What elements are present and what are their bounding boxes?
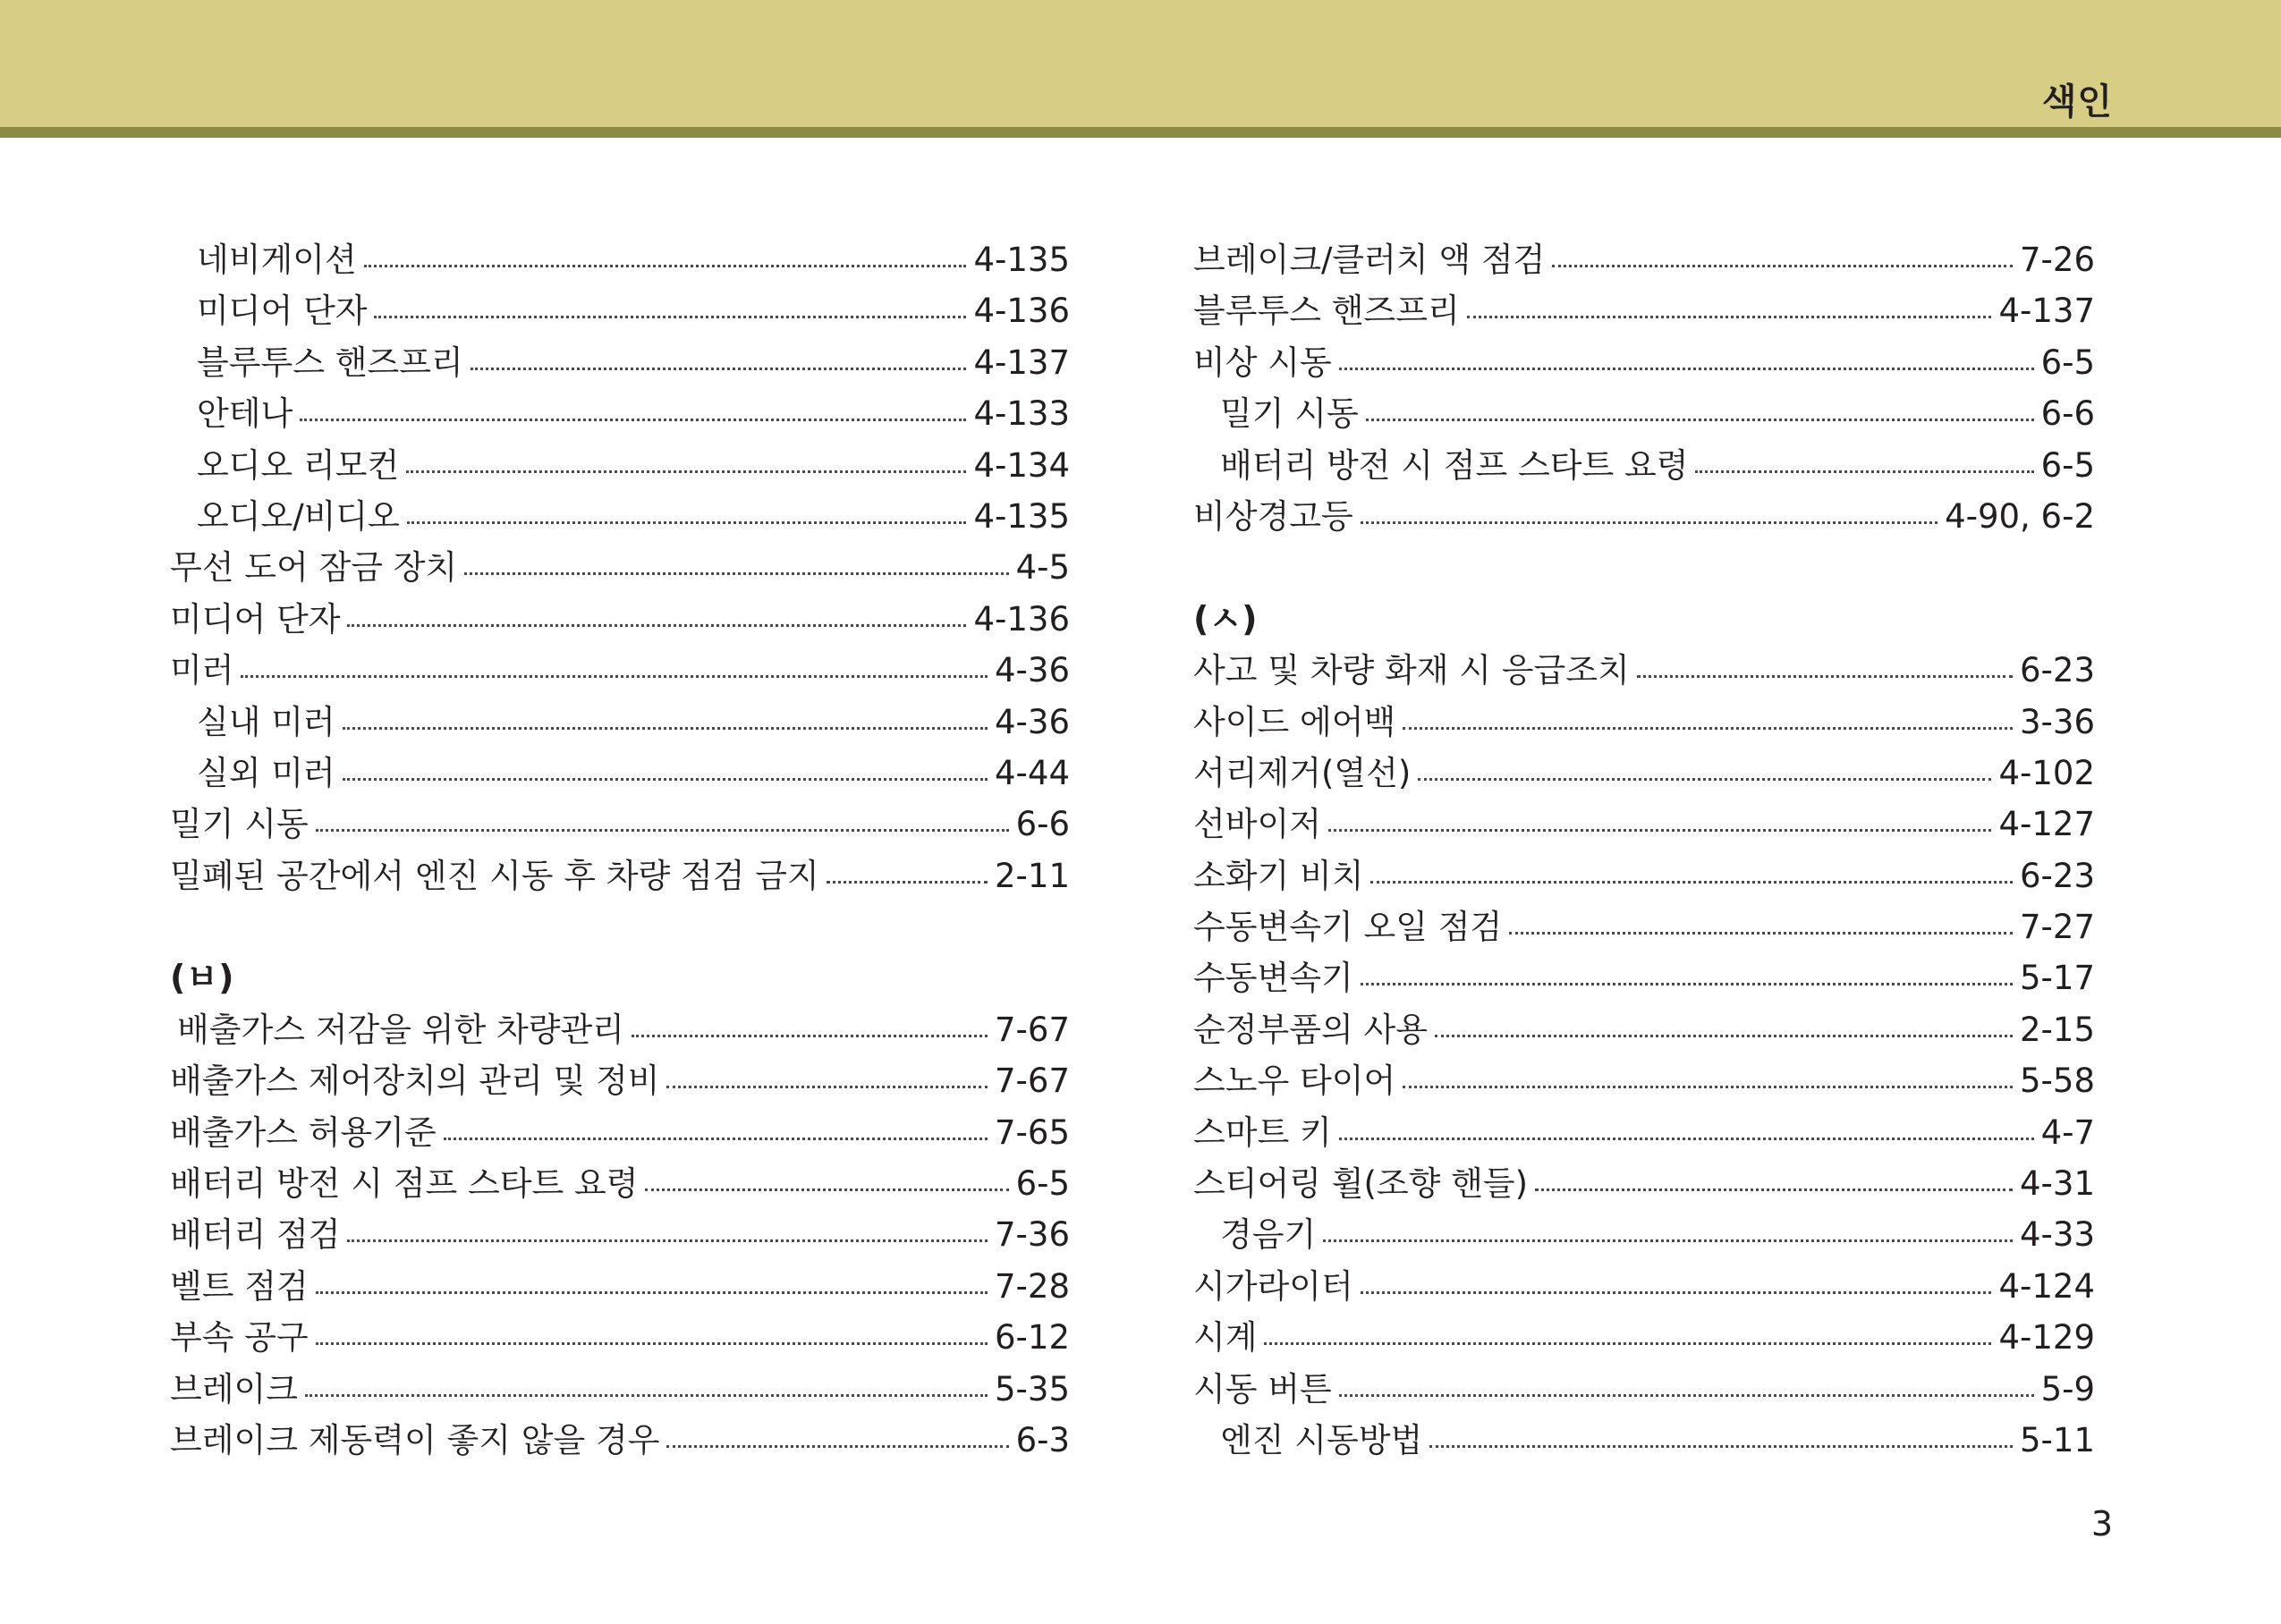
dot-leader (1429, 1445, 2013, 1448)
index-entry (1193, 1364, 2095, 1415)
dot-leader (1403, 727, 2013, 730)
index-page-ref: 6-12 (995, 1318, 1070, 1358)
index-entry (1193, 1107, 2095, 1158)
index-page-ref: 7-27 (2020, 908, 2095, 947)
index-term: 배터리 방전 시 점프 스타트 요령 (1220, 445, 1689, 485)
index-subentry (170, 491, 1070, 542)
index-subentry (1193, 440, 2095, 491)
index-term: 안테나 (197, 394, 293, 434)
index-term: 시동 버튼 (1193, 1369, 1332, 1408)
index-subentry (1193, 1415, 2095, 1466)
dot-leader (1435, 1035, 2013, 1037)
dot-leader (1535, 1188, 2013, 1191)
dot-leader (666, 1445, 1008, 1448)
index-entry (1193, 645, 2095, 696)
index-entry (1193, 1055, 2095, 1106)
index-page-ref: 6-6 (1015, 805, 1070, 844)
index-page-ref: 4-102 (1998, 753, 2095, 792)
index-page-ref: 4-36 (995, 651, 1070, 690)
index-page-ref: 4-124 (1998, 1266, 2095, 1306)
index-page-ref: 7-36 (995, 1215, 1070, 1255)
index-page-ref: 4-129 (1998, 1318, 2095, 1358)
index-page-ref: 6-5 (2040, 445, 2095, 485)
index-term: 스마트 키 (1193, 1112, 1332, 1152)
index-column-right (1193, 234, 2095, 1466)
dot-leader (374, 316, 966, 318)
index-entry (1193, 1004, 2095, 1055)
index-entry (170, 850, 1070, 901)
dot-leader (364, 265, 967, 267)
index-page-ref: 4-137 (1998, 292, 2095, 331)
dot-leader (1418, 778, 1991, 781)
index-page-ref: 4-136 (973, 599, 1070, 639)
index-term: 부속 공구 (170, 1318, 309, 1358)
dot-leader (666, 1086, 988, 1088)
dot-leader (1339, 1138, 2034, 1140)
section-spacer (170, 901, 1070, 952)
dot-leader (645, 1188, 1008, 1191)
index-page-ref: 4-31 (2020, 1164, 2095, 1204)
dot-leader (1509, 932, 2013, 935)
index-subentry (1193, 1209, 2095, 1260)
index-term: 비상경고등 (1193, 496, 1353, 536)
index-page-ref: 4-134 (973, 445, 1070, 485)
dot-leader (1361, 983, 2013, 985)
index-entry (170, 1209, 1070, 1260)
index-subentry (170, 285, 1070, 336)
index-entry (1193, 491, 2095, 542)
index-entry (170, 645, 1070, 696)
index-subentry (170, 388, 1070, 439)
index-term: 수동변속기 오일 점검 (1193, 908, 1503, 947)
index-entry (1193, 850, 2095, 901)
index-term: 블루투스 핸즈프리 (197, 343, 463, 382)
index-term: 미디어 단자 (197, 292, 368, 331)
index-term: 브레이크/클러치 액 점검 (1193, 241, 1546, 279)
index-page-ref: 7-28 (995, 1266, 1070, 1306)
index-page-ref: 4-7 (2040, 1112, 2095, 1152)
dot-leader (406, 470, 966, 473)
index-term: 브레이크 (170, 1369, 298, 1408)
dot-leader (1370, 881, 2013, 884)
index-page-ref: 4-33 (2020, 1215, 2095, 1255)
index-page-ref: 4-135 (973, 496, 1070, 536)
index-entry (1193, 901, 2095, 952)
index-term: 배터리 점검 (170, 1215, 341, 1255)
index-entry (1193, 799, 2095, 850)
dot-leader (1695, 470, 2033, 473)
dot-leader (241, 675, 988, 678)
dot-leader (1361, 1291, 1992, 1294)
dot-leader (305, 1394, 988, 1397)
index-entry (1193, 1261, 2095, 1312)
index-page-ref: 2-15 (2020, 1010, 2095, 1049)
index-term: 순정부품의 사용 (1193, 1010, 1428, 1049)
index-page-ref: 4-135 (973, 241, 1070, 279)
index-term: 시가라이터 (1193, 1266, 1353, 1306)
index-term: 스티어링 휠(조향 핸들) (1193, 1164, 1529, 1204)
index-term: 배출가스 저감을 위한 차량관리 (177, 1010, 624, 1049)
index-term: 경음기 (1220, 1215, 1317, 1255)
index-entry (170, 1261, 1070, 1312)
dot-leader (1366, 419, 2034, 421)
header-rule (0, 127, 2281, 138)
dot-leader (1328, 829, 1992, 832)
index-page-ref: 6-5 (1015, 1164, 1070, 1204)
index-page-ref: 7-26 (2020, 241, 2095, 279)
index-page-ref: 4-5 (1015, 548, 1070, 588)
index-entry (1193, 285, 2095, 336)
dot-leader (1467, 316, 1992, 318)
index-term: 블루투스 핸즈프리 (1193, 292, 1460, 331)
dot-leader (1361, 521, 1938, 524)
dot-leader (1403, 1086, 2013, 1088)
index-page-ref: 3-36 (2020, 702, 2095, 741)
dot-leader (632, 1035, 988, 1037)
index-term: 수동변속기 (1193, 959, 1353, 998)
dot-leader (343, 778, 988, 781)
index-subentry (1193, 388, 2095, 439)
index-entry (170, 1415, 1070, 1466)
dot-leader (1339, 368, 2034, 370)
index-subentry (170, 337, 1070, 388)
index-entry (170, 1312, 1070, 1363)
index-term: 스노우 타이어 (1193, 1062, 1396, 1101)
index-term: 미러 (170, 651, 234, 690)
dot-leader (316, 1291, 988, 1294)
index-term: 네비게이션 (197, 241, 357, 279)
index-section-heading: (ㅂ) (170, 958, 234, 998)
index-page-ref: 7-65 (995, 1112, 1070, 1152)
index-entry (170, 1158, 1070, 1209)
index-entry (170, 1107, 1070, 1158)
index-entry (170, 1055, 1070, 1106)
index-page-ref: 4-90, 6-2 (1945, 496, 2095, 536)
dot-leader (1323, 1239, 2013, 1242)
index-page-ref: 4-137 (973, 343, 1070, 382)
index-entry (1193, 337, 2095, 388)
index-subentry (170, 440, 1070, 491)
index-term: 사이드 에어백 (1193, 702, 1396, 741)
index-subentry (170, 697, 1070, 748)
dot-leader (1264, 1342, 1991, 1345)
dot-leader (464, 572, 1008, 575)
index-term: 밀폐된 공간에서 엔진 시동 후 차량 점검 금지 (170, 856, 819, 895)
index-term: 비상 시동 (1193, 343, 1332, 382)
index-entry (1193, 234, 2095, 285)
index-term: 미디어 단자 (170, 599, 341, 639)
dot-leader (1339, 1394, 2034, 1397)
index-page-ref: 4-36 (995, 702, 1070, 741)
index-term: 서리제거(열선) (1193, 753, 1412, 792)
dot-leader (471, 368, 967, 370)
index-entry (170, 594, 1070, 645)
index-page-ref: 5-17 (2020, 959, 2095, 998)
dot-leader (343, 727, 988, 730)
index-term: 시계 (1193, 1318, 1258, 1358)
index-term: 배출가스 허용기준 (170, 1112, 437, 1152)
index-term: 오디오 리모컨 (197, 445, 400, 485)
index-page-ref: 4-133 (973, 394, 1070, 434)
index-subentry (170, 234, 1070, 285)
dot-leader (316, 1342, 988, 1345)
dot-leader (347, 624, 966, 627)
index-term: 선바이저 (1193, 805, 1321, 844)
index-page-ref: 5-35 (995, 1369, 1070, 1408)
index-term: 소화기 비치 (1193, 856, 1364, 895)
index-page-ref: 2-11 (995, 856, 1070, 895)
dot-leader (444, 1138, 988, 1140)
index-entry (1193, 1158, 2095, 1209)
dot-leader (316, 829, 1009, 832)
index-term: 실내 미러 (197, 702, 335, 741)
index-term: 오디오/비디오 (197, 496, 400, 536)
index-page-ref: 4-136 (973, 292, 1070, 331)
header-band (0, 0, 2281, 127)
index-term: 밀기 시동 (170, 805, 309, 844)
dot-leader (300, 419, 966, 421)
index-page-ref: 6-23 (2020, 856, 2095, 895)
dot-leader (347, 1239, 988, 1242)
dot-leader (407, 521, 967, 524)
index-entry (1193, 748, 2095, 799)
index-term: 배출가스 제어장치의 관리 및 정비 (170, 1062, 660, 1101)
dot-leader (1552, 265, 2013, 267)
index-term: 엔진 시동방법 (1220, 1420, 1423, 1459)
index-term: 실외 미러 (197, 753, 335, 792)
index-page-ref: 6-23 (2020, 651, 2095, 690)
index-entry (170, 799, 1070, 850)
index-entry (1193, 1312, 2095, 1363)
dot-leader (827, 881, 988, 884)
dot-leader (1637, 675, 2013, 678)
index-entry (170, 542, 1070, 593)
index-page-ref: 6-6 (2040, 394, 2095, 434)
index-page-ref: 4-44 (995, 753, 1070, 792)
index-page-ref: 7-67 (995, 1010, 1070, 1049)
index-page-ref: 7-67 (995, 1062, 1070, 1101)
index-entry (1193, 697, 2095, 748)
index-page-ref: 5-11 (2020, 1420, 2095, 1459)
index-term: 밀기 시동 (1220, 394, 1359, 434)
index-column-left (170, 234, 1070, 1466)
index-page-ref: 6-3 (1015, 1420, 1070, 1459)
index-entry (170, 1364, 1070, 1415)
index-term: 브레이크 제동력이 좋지 않을 경우 (170, 1420, 660, 1459)
index-page-ref: 5-9 (2040, 1369, 2095, 1408)
index-term: 사고 및 차량 화재 시 응급조치 (1193, 651, 1630, 690)
index-page-ref: 6-5 (2040, 343, 2095, 382)
index-entry (1193, 952, 2095, 1003)
index-page-ref: 4-127 (1998, 805, 2095, 844)
page-title: 색인 (2041, 81, 2113, 123)
index-page-ref: 5-58 (2020, 1062, 2095, 1101)
index-entry (170, 1004, 1070, 1055)
index-term: 벨트 점검 (170, 1266, 309, 1306)
index-term: 무선 도어 잠금 장치 (170, 548, 458, 588)
page-number: 3 (2090, 1504, 2113, 1544)
index-subentry (170, 748, 1070, 799)
index-term: 배터리 방전 시 점프 스타트 요령 (170, 1164, 639, 1204)
index-section-heading: (ㅅ) (1193, 598, 1258, 639)
section-spacer (1193, 542, 2095, 593)
